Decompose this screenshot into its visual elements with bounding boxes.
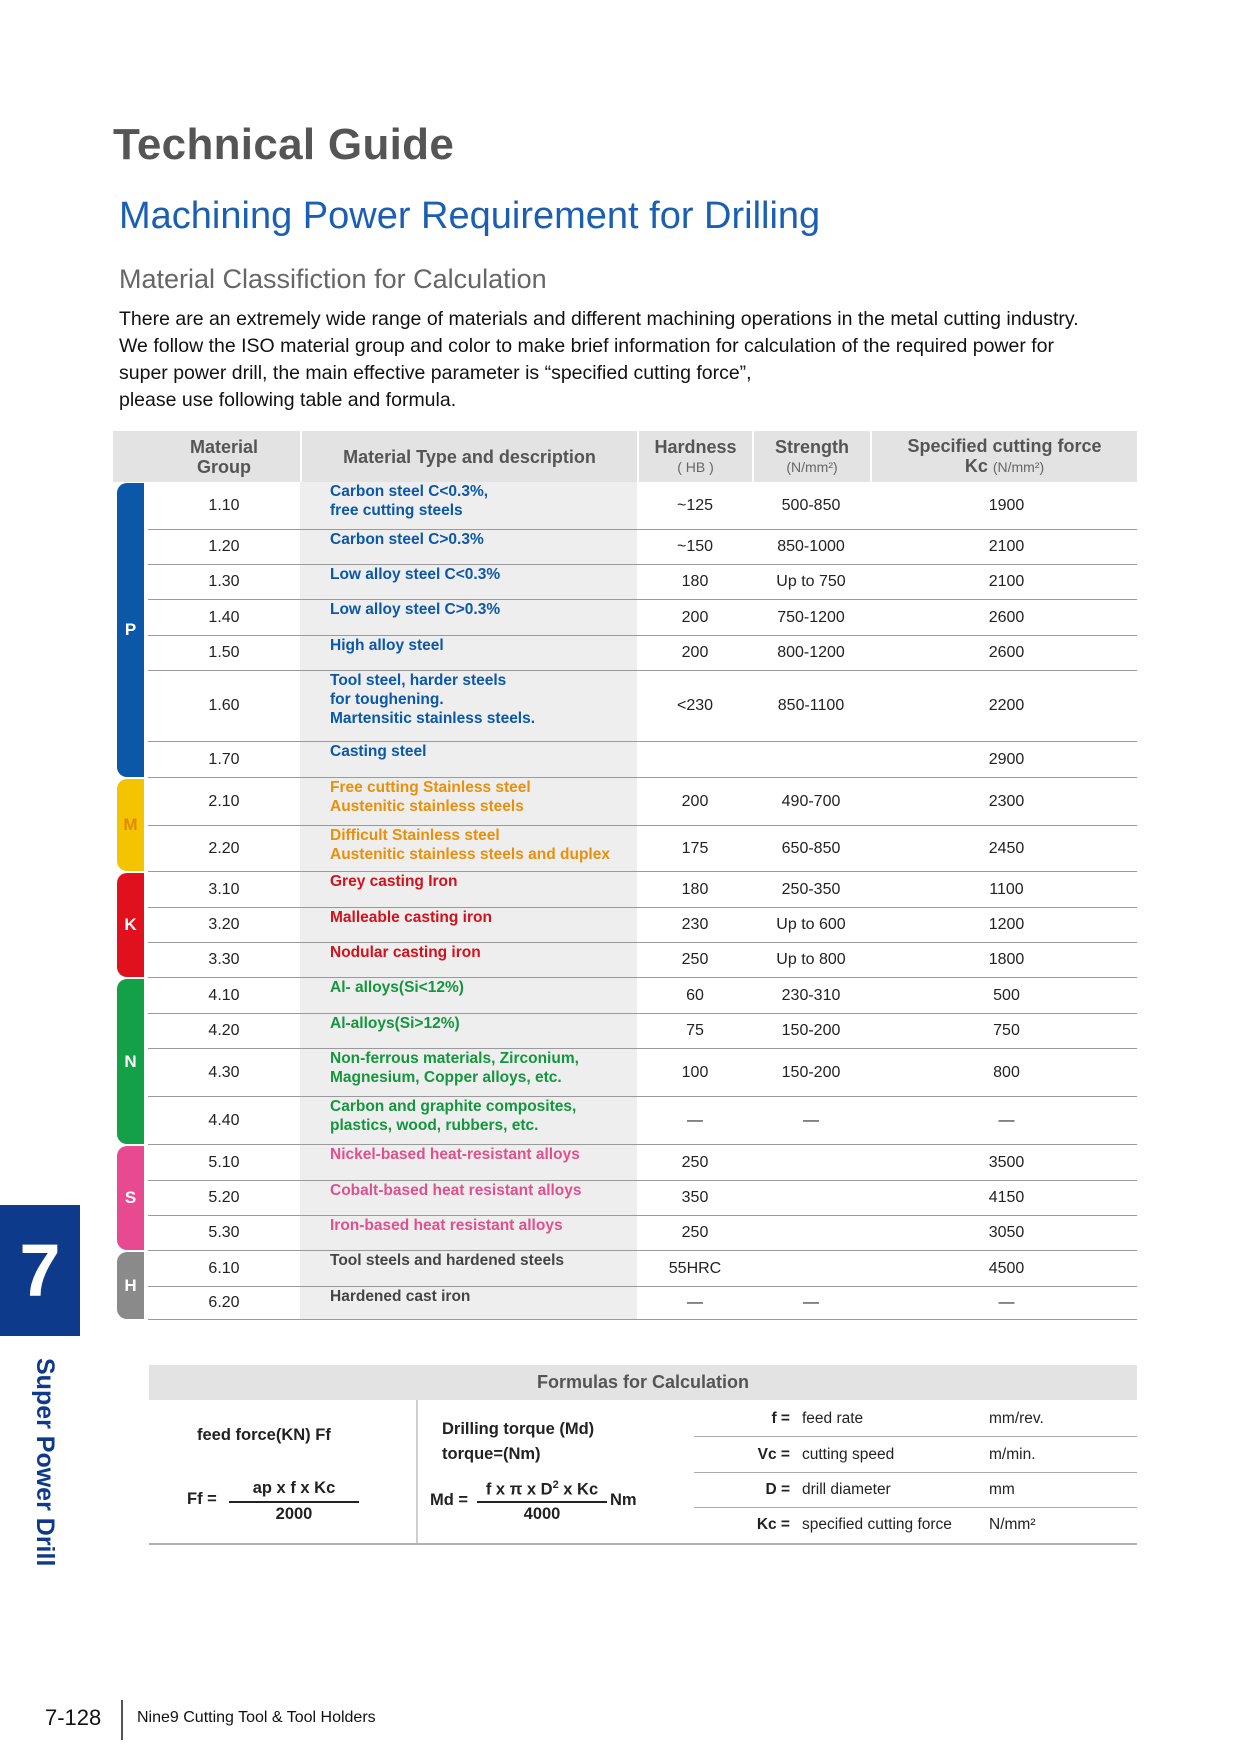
page-number: 7-128 bbox=[45, 1705, 102, 1730]
cell-material-group: 4.30 bbox=[208, 1063, 240, 1081]
cell-kc: 2200 bbox=[988, 697, 1025, 714]
cell-hardness: 180 bbox=[681, 573, 709, 590]
section-title: Material Classifiction for Calculation bbox=[119, 264, 547, 294]
feed-force-lhs: Ff = bbox=[187, 1490, 217, 1508]
cell-material-group: 4.40 bbox=[208, 1111, 240, 1129]
torque-numerator-a: f x π x D bbox=[485, 1480, 553, 1499]
cell-strength: — bbox=[803, 1294, 819, 1311]
cell-material-group: 5.20 bbox=[208, 1189, 240, 1206]
cell-hardness: 60 bbox=[686, 986, 704, 1004]
table-row bbox=[148, 1251, 1137, 1287]
variable-name: drill diameter bbox=[802, 1480, 891, 1498]
header-strength-unit: (N/mm²) bbox=[786, 458, 838, 475]
cell-strength: 150-200 bbox=[781, 1063, 841, 1081]
cell-material-group: 1.40 bbox=[208, 608, 240, 626]
variable-symbol: Kc = bbox=[756, 1515, 790, 1533]
cell-strength: 150-200 bbox=[781, 1022, 841, 1039]
cell-kc: — bbox=[998, 1294, 1015, 1311]
cell-kc: 2300 bbox=[988, 792, 1025, 810]
variable-unit: N/mm² bbox=[989, 1515, 1036, 1533]
chapter-number: 7 bbox=[19, 1229, 61, 1312]
torque-numerator-b: x Kc bbox=[558, 1480, 599, 1499]
iso-group-letter: H bbox=[124, 1275, 137, 1295]
table-row bbox=[148, 1049, 1137, 1097]
header-hardness bbox=[639, 431, 752, 482]
cell-hardness: 75 bbox=[686, 1022, 704, 1039]
variable-row bbox=[694, 1401, 1137, 1437]
description-line: free cutting steels bbox=[330, 502, 463, 519]
variable-name: feed rate bbox=[802, 1409, 864, 1427]
description-line: Austenitic stainless steels and duplex bbox=[330, 846, 610, 863]
cell-strength: 750-1200 bbox=[777, 608, 845, 626]
intro-line: There are an extremely wide range of materials and different machining operations in the metal cutting industry. bbox=[119, 308, 1079, 330]
cell-hardness: — bbox=[687, 1111, 703, 1129]
cell-kc: 4150 bbox=[988, 1189, 1025, 1206]
cell-material-group: 1.20 bbox=[208, 538, 240, 555]
footer-divider bbox=[121, 1700, 123, 1740]
cell-kc: 1100 bbox=[989, 880, 1024, 898]
description-line: Nodular casting iron bbox=[330, 944, 481, 961]
table-row bbox=[148, 943, 1137, 978]
table-row bbox=[148, 1097, 1137, 1145]
header-kc-symbol: Kc bbox=[964, 456, 988, 476]
cell-hardness: ~125 bbox=[676, 496, 714, 514]
formulas-divider bbox=[416, 1400, 418, 1545]
intro-line: We follow the ISO material group and color to make brief information for calculation of the required power for bbox=[119, 335, 1055, 357]
description-line: Hardened cast iron bbox=[330, 1288, 471, 1305]
description-line: Tool steel, harder steels bbox=[330, 672, 507, 689]
cell-description bbox=[330, 978, 650, 1013]
torque-label-line1: Drilling torque (Md) bbox=[442, 1420, 595, 1438]
description-line: Carbon steel C>0.3% bbox=[330, 531, 484, 548]
intro-line: please use following table and formula. bbox=[119, 389, 457, 411]
variable-unit: m/min. bbox=[989, 1445, 1036, 1463]
header-desc bbox=[302, 431, 637, 482]
variable-row bbox=[694, 1437, 1137, 1473]
table-row bbox=[148, 908, 1137, 943]
table-row bbox=[148, 1287, 1137, 1320]
table-row bbox=[148, 1181, 1137, 1216]
header-group-line1: Material bbox=[189, 436, 259, 457]
cell-material-group: 5.10 bbox=[208, 1153, 240, 1171]
cell-strength: 500-850 bbox=[781, 496, 841, 514]
description-line: Low alloy steel C>0.3% bbox=[330, 601, 501, 618]
description-line: High alloy steel bbox=[330, 637, 444, 654]
cell-description bbox=[330, 1181, 650, 1215]
cell-hardness: 200 bbox=[681, 608, 709, 626]
cell-material-group: 3.20 bbox=[208, 916, 240, 933]
table-row bbox=[148, 742, 1137, 778]
chapter-label: Super Power Drill bbox=[31, 1358, 59, 1567]
table-row bbox=[148, 636, 1137, 671]
cell-strength bbox=[752, 742, 870, 777]
cell-material-group: 4.20 bbox=[208, 1022, 240, 1039]
variable-name: specified cutting force bbox=[802, 1515, 952, 1533]
page-title: Technical Guide bbox=[113, 120, 455, 169]
cell-kc: 750 bbox=[993, 1022, 1020, 1039]
cell-kc: 2900 bbox=[988, 750, 1025, 768]
table-row bbox=[148, 778, 1137, 826]
cell-hardness: 100 bbox=[681, 1063, 709, 1081]
iso-group-letter: S bbox=[124, 1188, 137, 1207]
cell-description bbox=[330, 1287, 650, 1319]
description-line: Al-alloys(Si>12%) bbox=[330, 1015, 460, 1032]
table-row bbox=[148, 872, 1137, 908]
description-line: Nickel-based heat-resistant alloys bbox=[330, 1146, 580, 1163]
variable-row bbox=[694, 1472, 1137, 1508]
cell-material-group: 1.50 bbox=[208, 644, 240, 661]
header-strength-label: Strength bbox=[775, 436, 849, 457]
cell-kc: 2600 bbox=[988, 644, 1025, 661]
cell-description bbox=[330, 872, 650, 907]
cell-description bbox=[330, 565, 650, 599]
variable-unit: mm/rev. bbox=[989, 1409, 1044, 1427]
table-row bbox=[148, 530, 1137, 565]
description-line: Martensitic stainless steels. bbox=[330, 710, 536, 727]
description-line: Al- alloys(Si<12%) bbox=[330, 979, 464, 996]
cell-kc: 2450 bbox=[988, 839, 1025, 857]
iso-group-letter: M bbox=[123, 815, 138, 834]
cell-description bbox=[330, 530, 650, 564]
cell-description bbox=[330, 1049, 650, 1096]
cell-material-group: 1.70 bbox=[208, 750, 240, 768]
cell-strength: 230-310 bbox=[781, 986, 841, 1004]
cell-strength: 250-350 bbox=[781, 880, 841, 898]
cell-hardness: 250 bbox=[681, 1224, 709, 1241]
cell-hardness: ~150 bbox=[676, 538, 714, 555]
table-header bbox=[113, 431, 1137, 482]
header-kc-unit: (N/mm²) bbox=[992, 459, 1045, 475]
header-kc-sub bbox=[965, 456, 1044, 477]
cell-description bbox=[330, 600, 650, 635]
feed-force-fraction-bar bbox=[229, 1501, 359, 1503]
cell-description bbox=[330, 482, 650, 529]
description-line: Casting steel bbox=[330, 743, 427, 760]
description-line: Malleable casting iron bbox=[330, 909, 492, 926]
table-row bbox=[148, 978, 1137, 1014]
cell-strength: 850-1000 bbox=[777, 538, 845, 555]
header-kc bbox=[872, 431, 1137, 482]
cell-description bbox=[330, 1145, 650, 1180]
description-line: Grey casting Iron bbox=[330, 873, 458, 890]
table-row bbox=[148, 482, 1137, 530]
cell-hardness: 250 bbox=[681, 1153, 709, 1171]
cell-description bbox=[330, 1251, 650, 1286]
description-line: Magnesium, Copper alloys, etc. bbox=[330, 1069, 562, 1086]
cell-strength bbox=[752, 1181, 870, 1215]
feed-force-label: feed force(KN) Ff bbox=[197, 1426, 331, 1444]
cell-material-group: 1.30 bbox=[208, 573, 240, 590]
cell-kc: 500 bbox=[993, 986, 1020, 1004]
intro-paragraph bbox=[119, 306, 1119, 414]
cell-material-group: 6.10 bbox=[208, 1259, 240, 1277]
cell-strength: 850-1100 bbox=[777, 697, 845, 714]
cell-description bbox=[330, 671, 650, 741]
formulas-box bbox=[149, 1365, 1137, 1545]
cell-strength: 490-700 bbox=[781, 792, 841, 810]
cell-strength: Up to 800 bbox=[776, 951, 846, 968]
intro-line: super power drill, the main effective parameter is “specified cutting force”, bbox=[119, 362, 752, 384]
cell-hardness: 250 bbox=[681, 951, 709, 968]
header-strength bbox=[754, 431, 870, 482]
torque-fraction-bar bbox=[477, 1501, 607, 1503]
cell-description bbox=[330, 1216, 650, 1250]
cell-strength: Up to 600 bbox=[776, 916, 846, 933]
table-row bbox=[148, 600, 1137, 636]
table-row bbox=[148, 1145, 1137, 1181]
cell-material-group: 2.10 bbox=[208, 792, 240, 810]
cell-material-group: 3.30 bbox=[208, 951, 240, 968]
cell-kc: 3050 bbox=[988, 1224, 1025, 1241]
torque-unit: Nm bbox=[610, 1491, 637, 1509]
cell-material-group: 6.20 bbox=[208, 1294, 240, 1311]
cell-hardness: 55HRC bbox=[668, 1259, 722, 1277]
cell-strength bbox=[752, 1145, 870, 1180]
feed-force-numerator: ap x f x Kc bbox=[252, 1479, 336, 1497]
cell-description bbox=[330, 1097, 650, 1144]
torque-numerator bbox=[477, 1479, 607, 1500]
description-line: Carbon and graphite composites, bbox=[330, 1098, 577, 1115]
description-line: Free cutting Stainless steel bbox=[330, 779, 531, 796]
variable-symbol: f = bbox=[771, 1409, 790, 1427]
cell-kc: 1900 bbox=[988, 496, 1025, 514]
cell-strength: 800-1200 bbox=[777, 644, 845, 661]
cell-hardness: 350 bbox=[681, 1189, 709, 1206]
cell-material-group: 2.20 bbox=[208, 839, 240, 857]
cell-strength: 650-850 bbox=[781, 839, 841, 857]
cell-kc: 2100 bbox=[988, 538, 1025, 555]
cell-hardness: <230 bbox=[676, 697, 714, 714]
torque-denominator: 4000 bbox=[523, 1505, 561, 1523]
description-line: Low alloy steel C<0.3% bbox=[330, 566, 501, 583]
table-row bbox=[148, 565, 1137, 600]
cell-kc: 1200 bbox=[988, 916, 1025, 933]
formulas-bottom-rule bbox=[149, 1543, 1137, 1545]
cell-hardness bbox=[638, 742, 752, 777]
cell-description bbox=[330, 636, 650, 670]
iso-group-letter: P bbox=[124, 620, 137, 639]
description-line: Difficult Stainless steel bbox=[330, 827, 500, 844]
material-table bbox=[113, 431, 1137, 1319]
cell-description bbox=[330, 943, 650, 977]
page-subtitle: Machining Power Requirement for Drilling bbox=[119, 195, 821, 237]
iso-group-letter: N bbox=[124, 1051, 137, 1071]
header-desc-label: Material Type and description bbox=[343, 446, 596, 467]
cell-description bbox=[330, 742, 650, 777]
header-group bbox=[148, 431, 300, 482]
header-kc-label: Specified cutting force bbox=[907, 436, 1102, 456]
iso-group-letter: K bbox=[124, 915, 137, 934]
cell-hardness: 230 bbox=[681, 916, 709, 933]
footer-company: Nine9 Cutting Tool & Tool Holders bbox=[137, 1709, 376, 1726]
cell-strength bbox=[752, 1251, 870, 1286]
cell-strength bbox=[752, 1216, 870, 1250]
cell-description bbox=[330, 826, 650, 871]
cell-kc: 4500 bbox=[988, 1259, 1025, 1277]
variable-name: cutting speed bbox=[802, 1445, 895, 1463]
cell-hardness: 200 bbox=[681, 792, 709, 810]
header-hardness-label: Hardness bbox=[654, 436, 737, 457]
cell-material-group: 5.30 bbox=[208, 1224, 240, 1241]
description-line: plastics, wood, rubbers, etc. bbox=[330, 1117, 539, 1134]
cell-material-group: 1.10 bbox=[208, 496, 240, 514]
table-row bbox=[148, 1216, 1137, 1251]
cell-kc: 2600 bbox=[988, 608, 1025, 626]
cell-material-group: 1.60 bbox=[208, 697, 240, 714]
cell-description bbox=[330, 778, 650, 825]
cell-hardness: 180 bbox=[681, 880, 709, 898]
cell-strength: — bbox=[803, 1111, 819, 1129]
cell-kc: 2100 bbox=[988, 573, 1025, 590]
cell-kc: 1800 bbox=[988, 951, 1025, 968]
table-row bbox=[148, 826, 1137, 872]
table-row bbox=[148, 1014, 1137, 1049]
cell-material-group: 3.10 bbox=[208, 880, 240, 898]
cell-description bbox=[330, 908, 650, 942]
header-group-line2: Group bbox=[197, 456, 251, 477]
cell-hardness: 200 bbox=[681, 644, 709, 661]
cell-material-group: 4.10 bbox=[208, 986, 240, 1004]
torque-lhs: Md = bbox=[430, 1491, 469, 1509]
description-line: Cobalt-based heat resistant alloys bbox=[330, 1182, 582, 1199]
variable-symbol: Vc = bbox=[757, 1445, 790, 1463]
cell-hardness: 175 bbox=[681, 839, 709, 857]
description-line: Iron-based heat resistant alloys bbox=[330, 1217, 563, 1234]
cell-description bbox=[330, 1014, 650, 1048]
description-line: Austenitic stainless steels bbox=[330, 798, 524, 815]
formulas-heading: Formulas for Calculation bbox=[149, 1365, 1137, 1400]
cell-kc: — bbox=[998, 1111, 1015, 1129]
cell-hardness: — bbox=[687, 1294, 703, 1311]
torque-numerator-sup: 2 bbox=[552, 1479, 559, 1491]
variable-unit: mm bbox=[989, 1480, 1015, 1498]
description-line: for toughening. bbox=[330, 691, 444, 708]
variable-row bbox=[694, 1507, 1137, 1542]
feed-force-denominator: 2000 bbox=[275, 1505, 313, 1523]
variable-symbol: D = bbox=[765, 1480, 790, 1498]
cell-kc: 800 bbox=[993, 1063, 1020, 1081]
cell-kc: 3500 bbox=[988, 1153, 1025, 1171]
description-line: Non-ferrous materials, Zirconium, bbox=[330, 1050, 579, 1067]
description-line: Carbon steel C<0.3%, bbox=[330, 483, 489, 500]
description-line: Tool steels and hardened steels bbox=[330, 1252, 565, 1269]
cell-strength: Up to 750 bbox=[776, 573, 846, 590]
torque-label-line2: torque=(Nm) bbox=[442, 1445, 541, 1463]
header-hardness-unit: ( HB ) bbox=[677, 458, 714, 475]
table-row bbox=[148, 671, 1137, 742]
